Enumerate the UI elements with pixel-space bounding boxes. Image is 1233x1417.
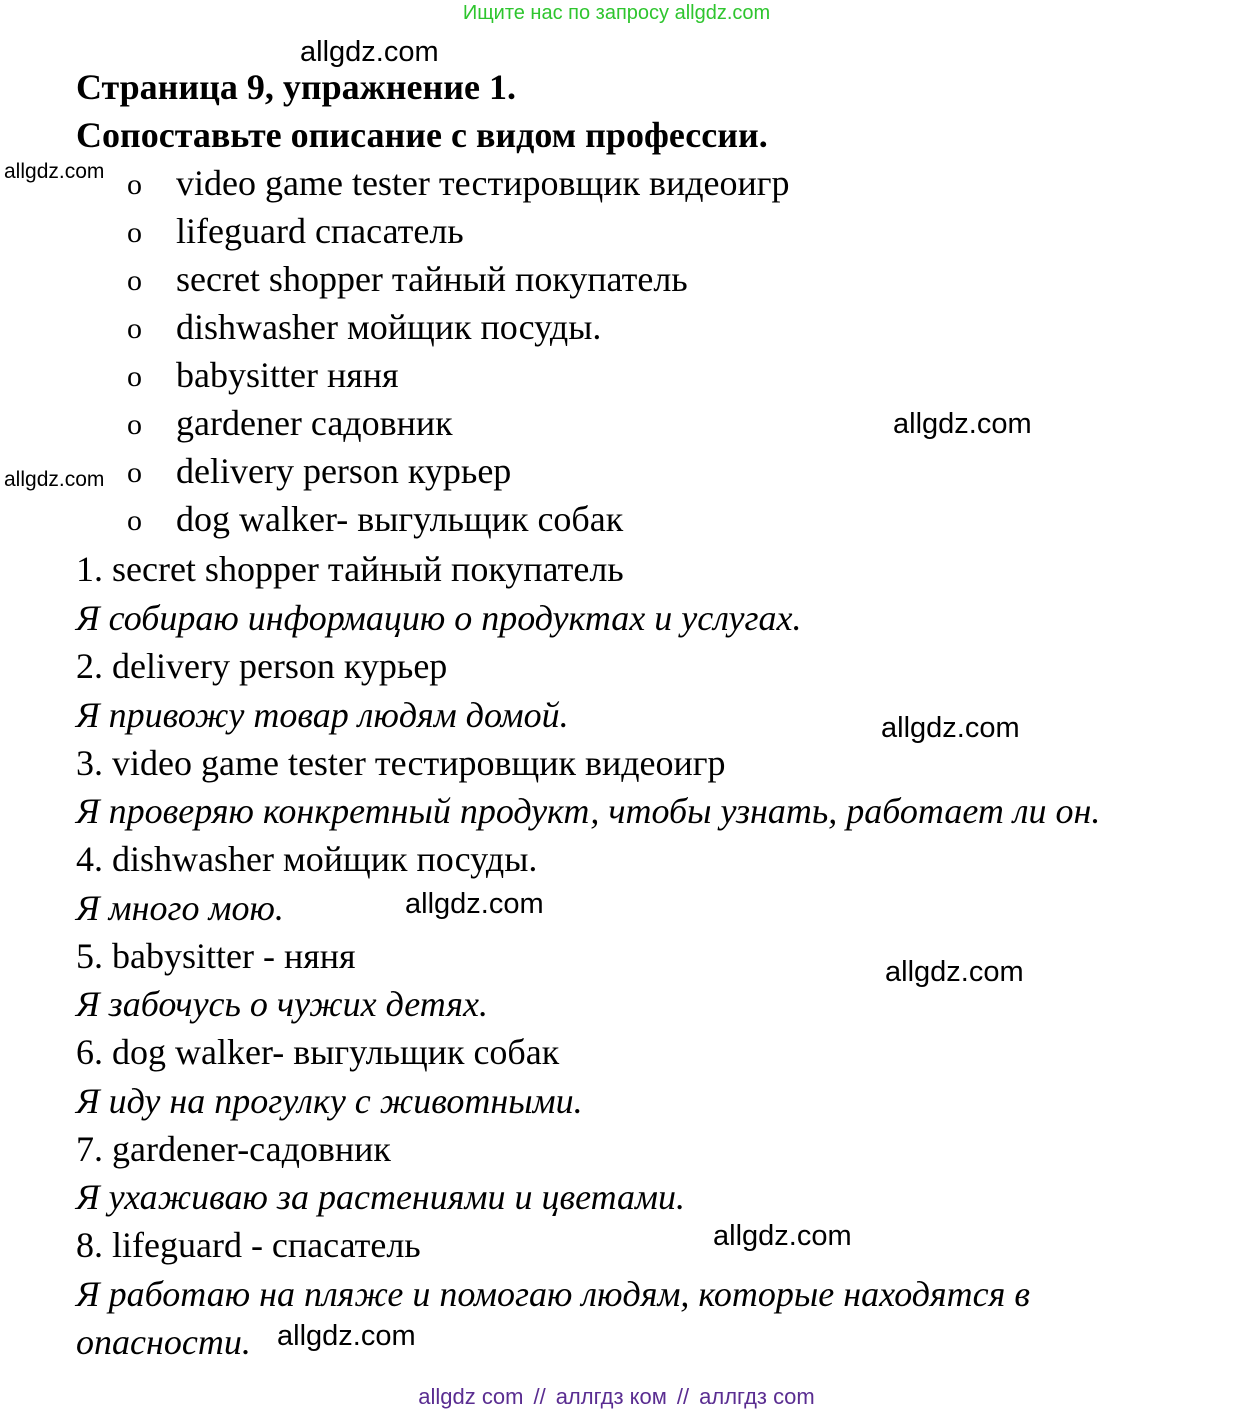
watermark: allgdz.com: [4, 160, 105, 183]
bullet-marker: o: [127, 360, 142, 393]
watermark: allgdz.com: [881, 712, 1020, 744]
option-item: lifeguard спасатель: [176, 211, 464, 251]
option-item: video game tester тестировщик видеоигр: [176, 163, 790, 203]
watermark: allgdz.com: [713, 1220, 852, 1252]
answer-description: Я забочусь о чужих детях.: [76, 984, 488, 1024]
watermark: allgdz.com: [4, 468, 105, 491]
footer-separator: //: [676, 1384, 690, 1409]
option-item: babysitter няня: [176, 355, 399, 395]
footer-separator: //: [533, 1384, 546, 1409]
footer-part: allgdz com: [418, 1384, 524, 1409]
watermark: allgdz.com: [277, 1320, 416, 1352]
answer-title: 7. gardener-садовник: [76, 1129, 391, 1169]
bullet-marker: o: [127, 504, 142, 537]
option-item: dishwasher мойщик посуды.: [176, 307, 602, 347]
answer-title: 4. dishwasher мойщик посуды.: [76, 839, 538, 879]
answer-description: Я привожу товар людям домой.: [76, 695, 569, 735]
bullet-marker: o: [127, 312, 142, 345]
answer-description: Я работаю на пляже и помогаю людям, которые находятся в: [76, 1274, 1030, 1314]
answer-description: Я много мою.: [76, 888, 284, 928]
bullet-marker: o: [127, 408, 142, 441]
bullet-marker: o: [127, 168, 142, 201]
watermark: allgdz.com: [405, 888, 544, 920]
answer-title: 2. delivery person курьер: [76, 646, 448, 686]
exercise-instruction: Сопоставьте описание с видом профессии.: [76, 115, 768, 155]
bullet-marker: o: [127, 456, 142, 489]
search-banner: Ищите нас по запросу allgdz.com: [462, 2, 771, 24]
option-item: dog walker- выгульщик собак: [176, 499, 624, 539]
option-item: secret shopper тайный покупатель: [176, 259, 688, 299]
answer-title: 3. video game tester тестировщик видеоигр: [76, 743, 726, 783]
option-item: delivery person курьер: [176, 451, 512, 491]
answer-title: 6. dog walker- выгульщик собак: [76, 1032, 560, 1072]
option-item: gardener садовник: [176, 403, 453, 443]
watermark: allgdz.com: [885, 956, 1024, 988]
answer-title: 5. babysitter - няня: [76, 936, 356, 976]
answer-description: Я проверяю конкретный продукт, чтобы узнать, работает ли он.: [76, 791, 1101, 831]
answer-title: 1. secret shopper тайный покупатель: [76, 549, 624, 589]
footer-watermark: [0, 1384, 1233, 1410]
footer-part: аллгдз com: [699, 1384, 815, 1409]
bullet-marker: o: [127, 216, 142, 249]
bullet-marker: o: [127, 264, 142, 297]
watermark: allgdz.com: [300, 36, 439, 68]
footer-part: аллгдз ком: [555, 1384, 667, 1409]
answer-description: Я собираю информацию о продуктах и услугах.: [76, 598, 802, 638]
answer-description: Я иду на прогулку с животными.: [76, 1081, 583, 1121]
answer-title: 8. lifeguard - спасатель: [76, 1225, 421, 1265]
answer-description-continued: опасности.: [76, 1322, 251, 1362]
answer-description: Я ухаживаю за растениями и цветами.: [76, 1177, 686, 1217]
watermark: allgdz.com: [893, 408, 1032, 440]
exercise-title: Страница 9, упражнение 1.: [76, 67, 516, 107]
